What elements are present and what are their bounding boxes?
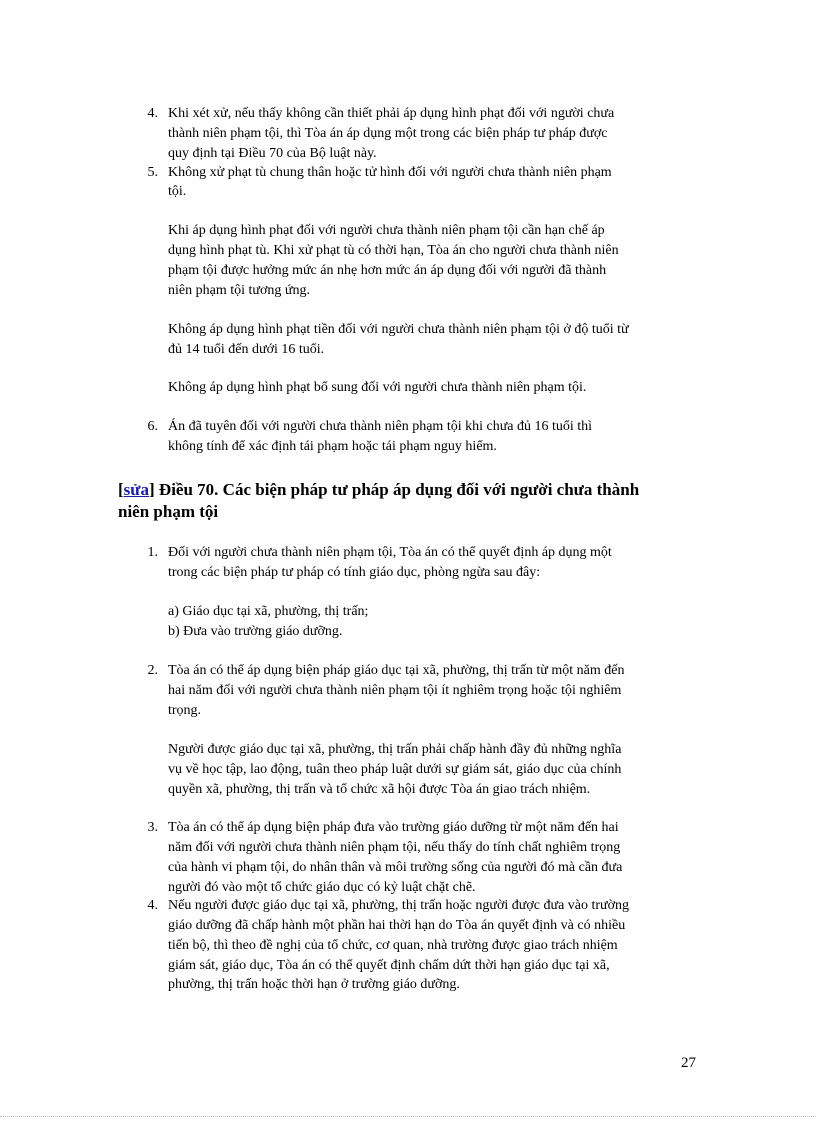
- a70-item-4-line-2: giáo dưỡng đã chấp hành một phần hai thời hạn do Tòa án quyết định và có nhiều: [168, 918, 626, 933]
- heading-title-line-1: Điều 70. Các biện pháp tư pháp áp dụng đối với người chưa thành: [154, 480, 640, 499]
- para-2-line-1: Không áp dụng hình phạt tiền đối với người chưa thành niên phạm tội ở độ tuổi từ: [168, 322, 629, 337]
- item-5-line-1: Không xử phạt tù chung thân hoặc tử hình đối với người chưa thành niên phạm: [168, 165, 612, 180]
- heading-title-line-2: niên phạm tội: [118, 502, 219, 521]
- a70-list-number-3: 3.: [147, 820, 158, 835]
- a70-item-2-para-line-1: Người được giáo dục tại xã, phường, thị trấn phải chấp hành đầy đủ những nghĩa: [168, 742, 622, 757]
- a70-item-3-line-4: người đó vào một tổ chức giáo dục có kỷ luật chặt chẽ.: [168, 880, 476, 895]
- a70-item-3-line-2: năm đối với người chưa thành niên phạm tội, nếu thấy do tính chất nghiêm trọng: [168, 840, 621, 855]
- para-3-line-1: Không áp dụng hình phạt bổ sung đối với người chưa thành niên phạm tội.: [168, 380, 587, 395]
- a70-item-2-para-line-2: vụ về học tập, lao động, tuân theo pháp luật dưới sự giám sát, giáo dục của chính: [168, 762, 622, 777]
- edit-link[interactable]: sửa: [123, 480, 149, 499]
- item-6-line-1: Án đã tuyên đối với người chưa thành niên phạm tội khi chưa đủ 16 tuổi thì: [168, 419, 593, 434]
- a70-item-3-line-3: của hành vi phạm tội, do nhân thân và môi trường sống của người đó mà cần đưa: [168, 860, 623, 875]
- para-1-line-1: Khi áp dụng hình phạt đối với người chưa thành niên phạm tội cần hạn chế áp: [168, 223, 605, 238]
- a70-item-1-sub-b: b) Đưa vào trường giáo dưỡng.: [168, 624, 343, 639]
- a70-item-4-line-4: giám sát, giáo dục, Tòa án có thể quyết định chấm dứt thời hạn giáo dục tại xã,: [168, 958, 610, 973]
- page-number: 27: [681, 1055, 696, 1071]
- item-6-line-2: không tính để xác định tái phạm hoặc tái phạm nguy hiểm.: [168, 439, 497, 454]
- a70-item-4-line-5: phường, thị trấn hoặc thời hạn ở trường giáo dưỡng.: [168, 977, 460, 992]
- a70-item-2-line-3: trọng.: [168, 703, 202, 718]
- item-4-line-1: Khi xét xử, nếu thấy không cần thiết phải áp dụng hình phạt đối với người chưa: [168, 106, 615, 121]
- a70-item-1-sub-a: a) Giáo dục tại xã, phường, thị trấn;: [168, 604, 369, 619]
- item-4-line-2: thành niên phạm tội, thì Tòa án áp dụng một trong các biện pháp tư pháp được: [168, 126, 608, 141]
- item-5-line-2: tội.: [168, 184, 187, 199]
- para-1-line-4: niên phạm tội tương ứng.: [168, 283, 310, 298]
- a70-item-1-line-1: Đối với người chưa thành niên phạm tội, Tòa án có thể quyết định áp dụng một: [168, 545, 612, 560]
- page-bottom-rule: [0, 1116, 816, 1117]
- article-70-heading: [118, 479, 639, 501]
- para-2-line-2: đủ 14 tuổi đến dưới 16 tuổi.: [168, 342, 325, 357]
- list-number-6: 6.: [147, 419, 158, 434]
- para-1-line-3: phạm tội được hưởng mức án nhẹ hơn mức án áp dụng đối với người đã thành: [168, 263, 607, 278]
- item-4-line-3: quy định tại Điều 70 của Bộ luật này.: [168, 146, 377, 161]
- a70-item-2-para-line-3: quyền xã, phường, thị trấn và tổ chức xã hội được Tòa án giao trách nhiệm.: [168, 782, 591, 797]
- list-number-5: 5.: [147, 165, 158, 180]
- a70-item-3-line-1: Tòa án có thể áp dụng biện pháp đưa vào trường giáo dưỡng từ một năm đến hai: [168, 820, 619, 835]
- a70-item-1-line-2: trong các biện pháp tư pháp có tính giáo dục, phòng ngừa sau đây:: [168, 565, 541, 580]
- edit-bracket-close: ]: [149, 480, 155, 499]
- edit-bracket-open: [: [118, 480, 124, 499]
- a70-list-number-2: 2.: [147, 663, 158, 678]
- a70-list-number-4: 4.: [147, 898, 158, 913]
- list-number-4: 4.: [147, 106, 158, 121]
- para-1-line-2: dụng hình phạt tù. Khi xử phạt tù có thời hạn, Tòa án cho người chưa thành niên: [168, 243, 619, 258]
- a70-list-number-1: 1.: [147, 545, 158, 560]
- a70-item-4-line-3: tiến bộ, thì theo đề nghị của tổ chức, cơ quan, nhà trường được giao trách nhiệm: [168, 938, 618, 953]
- a70-item-2-line-1: Tòa án có thể áp dụng biện pháp giáo dục tại xã, phường, thị trấn từ một năm đến: [168, 663, 625, 678]
- a70-item-4-line-1: Nếu người được giáo dục tại xã, phường, thị trấn hoặc người được đưa vào trường: [168, 898, 630, 913]
- a70-item-2-line-2: hai năm đối với người chưa thành niên phạm tội ít nghiêm trọng hoặc tội nghiêm: [168, 683, 622, 698]
